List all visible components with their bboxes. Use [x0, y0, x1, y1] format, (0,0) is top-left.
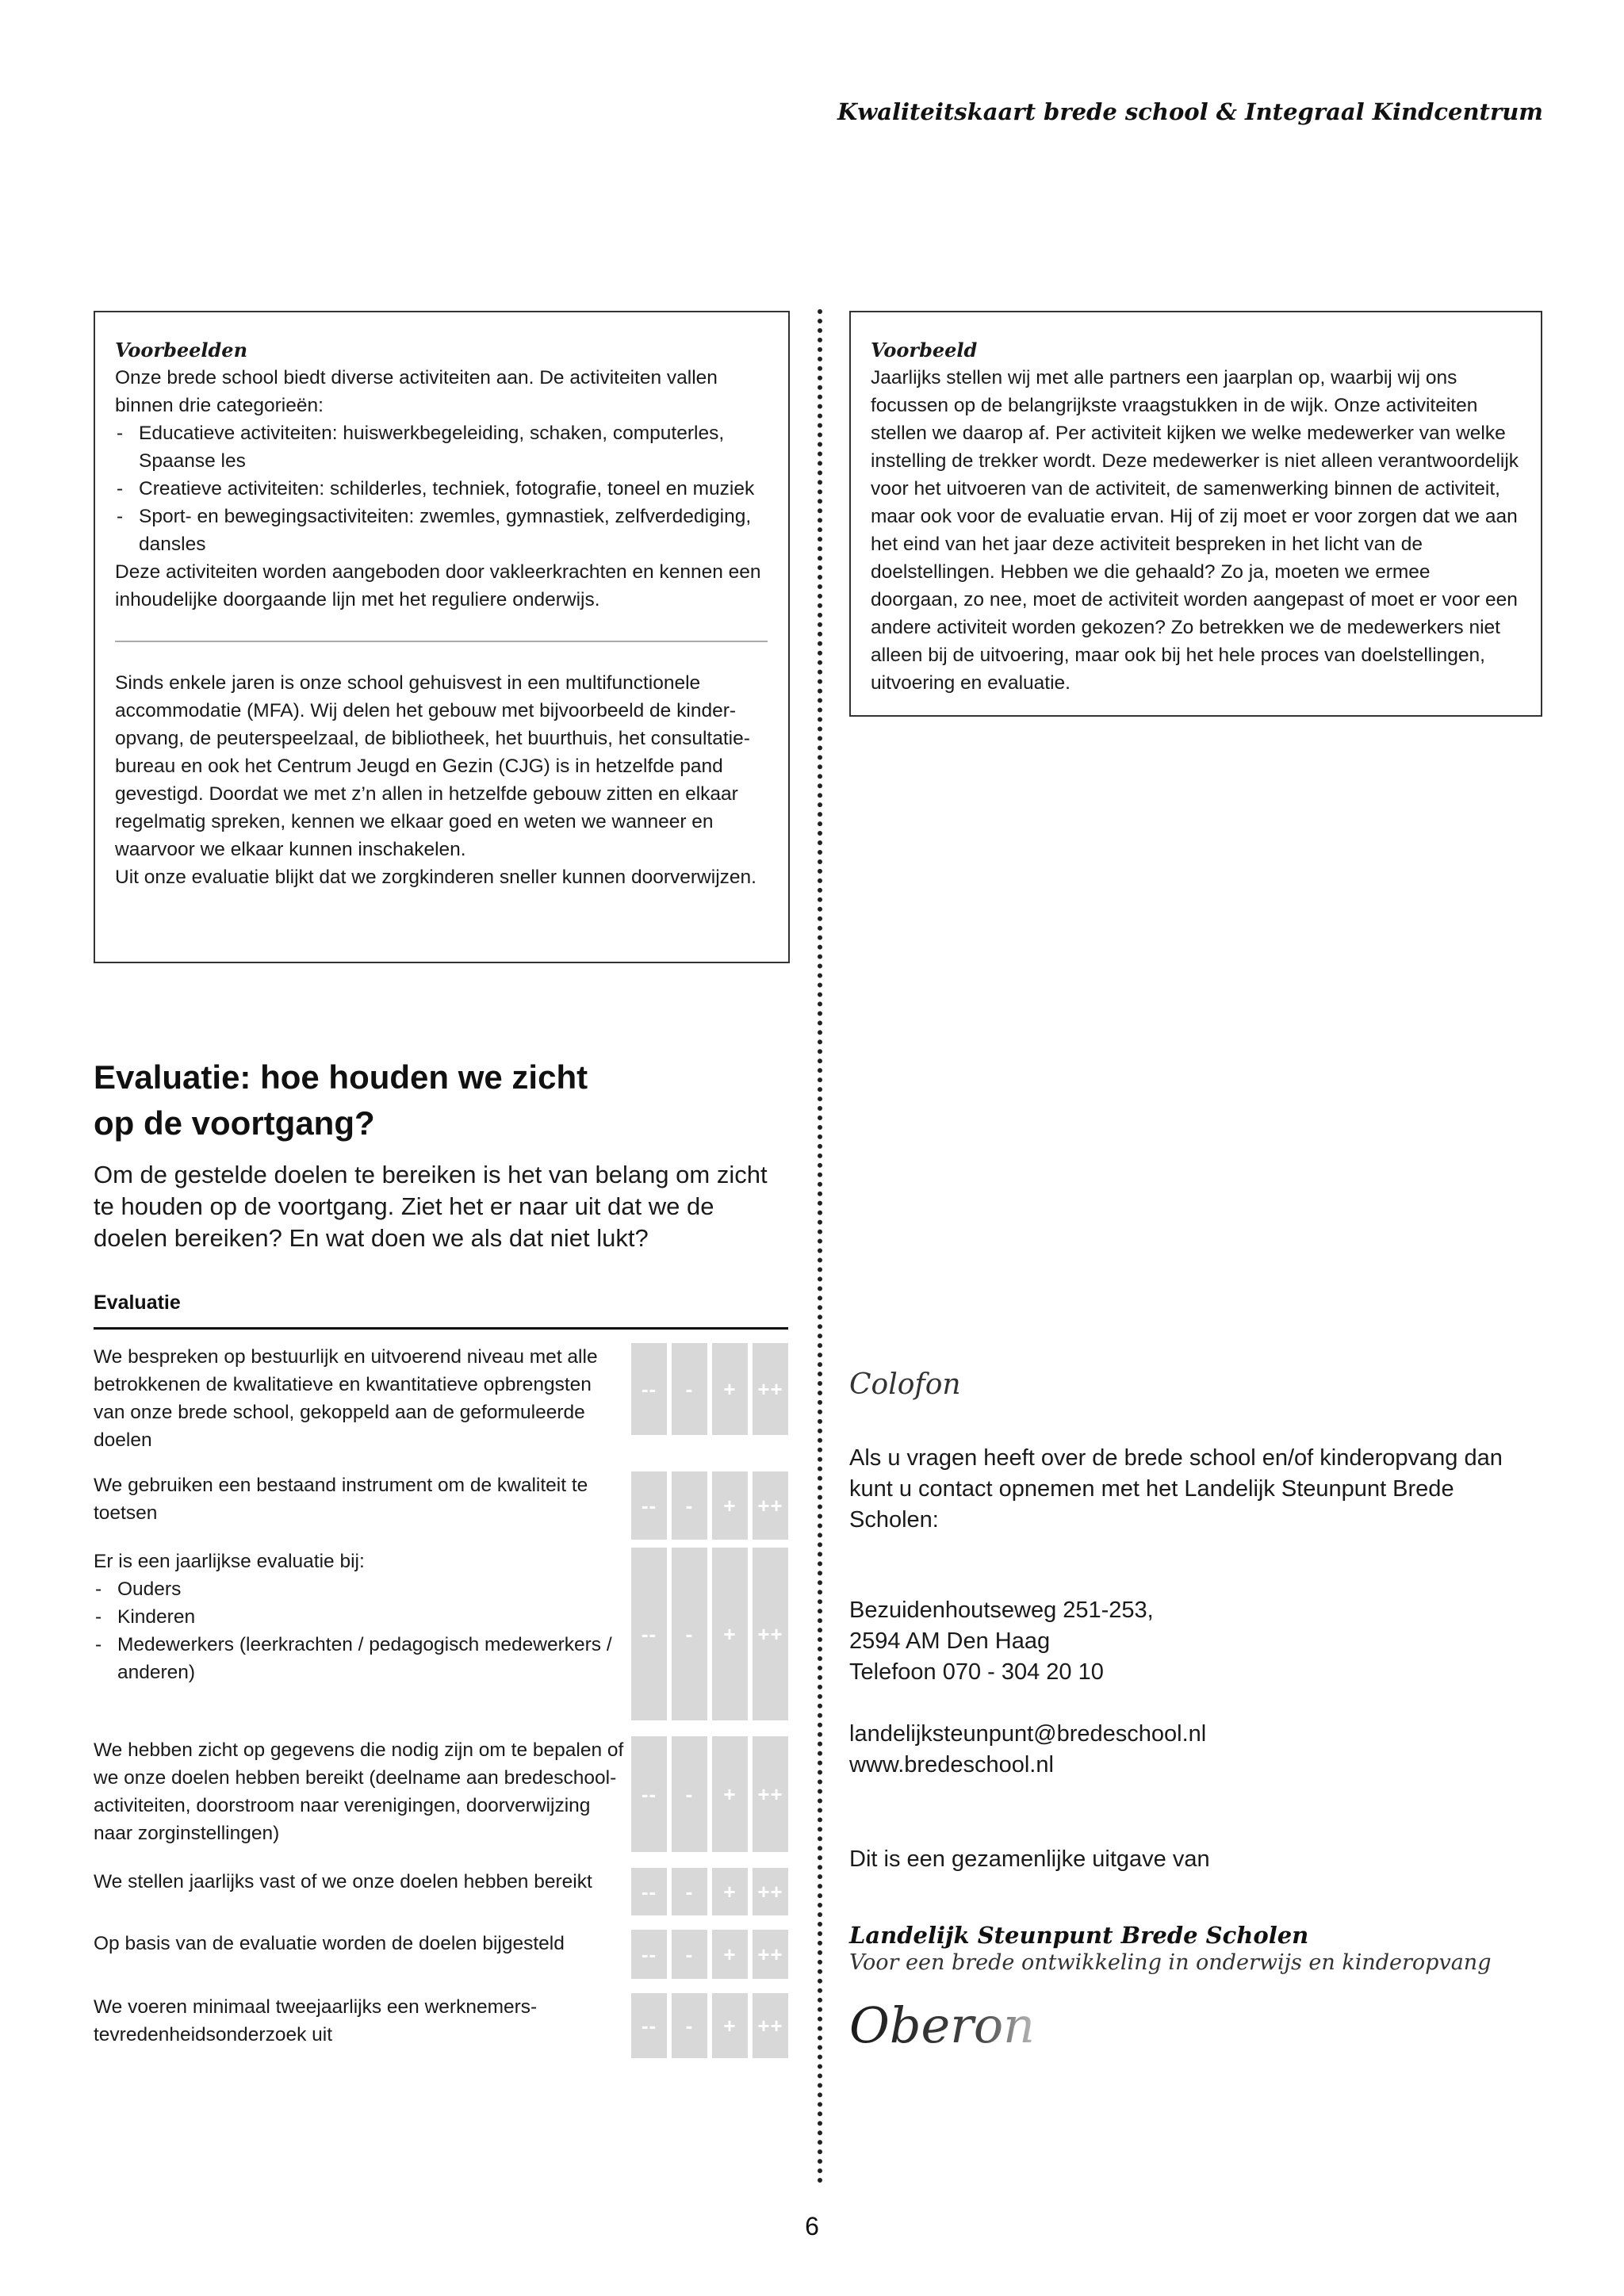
rating-scale	[631, 1868, 788, 1915]
address-line: Bezuidenhoutseweg 251-253,	[849, 1598, 1154, 1623]
rating-scale	[631, 1993, 788, 2058]
mfa-paragraph: Sinds enkele jaren is onze school gehuisvest in een multifunctionele accommodatie (MFA). Wij delen het gebouw met bijvoorbeeld de kinderopvang, de peuterspeelzaal, de bibliotheek, het buurthuis, het consultatiebureau en ook het Centrum Jeugd en Gezin (CJG) is in hetzelfde pand gevestigd. Doordat we met z’n allen in hetzelfde gebouw zitten en elkaar regelmatig spreken, kennen we elkaar goed en weten we wanneer en waarvoor we elkaar kunnen inschakelen.	[115, 672, 750, 860]
rating-scale	[631, 1930, 788, 1979]
rating-very-positive[interactable]: ++	[753, 1471, 788, 1540]
email-link[interactable]: landelijksteunpunt@bredeschool.nl	[849, 1721, 1207, 1747]
list-item: - Ouders	[94, 1575, 625, 1603]
evaluation-row-text: We stellen jaarlijks vast of we onze doelen hebben bereikt	[94, 1871, 592, 1892]
joint-publication-note: Dit is een gezamenlijke uitgave van	[849, 1846, 1210, 1872]
oberon-logo-mark	[848, 1999, 1078, 2055]
examples-closing: Deze activiteiten worden aangeboden door vakleerkrachten en kennen een inhoudelijke doorgaande lijn met het reguliere onderwijs.	[115, 561, 761, 610]
list-item: - Kinderen	[94, 1603, 625, 1631]
publisher-tagline: Voor een brede ontwikkeling in onderwijs en kinderopvang	[849, 1950, 1492, 1975]
rating-negative[interactable]: -	[672, 1930, 707, 1979]
colofon-online	[849, 1719, 1547, 1781]
rating-positive[interactable]: +	[712, 1471, 748, 1540]
list-item: - Educatieve activiteiten: huiswerkbegeleiding, schaken, computerles, Spaanse les	[115, 419, 768, 475]
colofon-contact: Als u vragen heeft over de brede school en/of kinderopvang dan kunt u contact opnemen met het Landelijk Steunpunt Brede Scholen:	[849, 1445, 1503, 1533]
website-link[interactable]: www.bredeschool.nl	[849, 1752, 1054, 1777]
evaluation-row-lead: Er is een jaarlijkse evaluatie bij:	[94, 1551, 365, 1572]
examples-intro: Onze brede school biedt diverse activiteiten aan. De activiteiten vallen binnen drie categorieën:	[115, 367, 718, 416]
example-box	[849, 311, 1542, 717]
rating-scale	[631, 1736, 788, 1852]
phone-number: Telefoon 070 - 304 20 10	[849, 1659, 1104, 1685]
rating-scale	[631, 1548, 788, 1720]
example-body: Jaarlijks stellen wij met alle partners een jaarplan op, waarbij wij ons focussen op de belangrijkste vraagstukken in de wijk. Onze activiteiten stellen we daarop af. Per activiteit kijken we welke medewerker van welke instelling de trekker wordt. Deze medewerker is niet alleen verantwoordelijk voor het uitvoeren van de activiteit, de samenwerking binnen de activiteit, maar ook voor de evaluatie ervan. Hij of zij moet er voor zorgen dat we aan het eind van het jaar deze activiteit bespreken in het licht van de doelstellingen. Hebben we die gehaald? Zo ja, moeten we ermee doorgaan, zo nee, moet de activiteit worden aangepast of moet er voor een andere activiteit worden gekozen? Zo betrekken we de medewerkers niet alleen bij de uitvoering, maar ook bij het hele proces van doelstellingen, uitvoering en evaluatie.	[871, 367, 1519, 694]
running-header: Kwaliteitskaart brede school & Integraal Kindcentrum	[837, 98, 1543, 125]
rating-very-positive[interactable]: ++	[753, 1930, 788, 1979]
rating-scale	[631, 1343, 788, 1435]
rating-scale	[631, 1471, 788, 1540]
evaluation-row-text: We gebruiken een bestaand instrument om de kwaliteit te toetsen	[94, 1475, 588, 1524]
rating-very-negative[interactable]: --	[631, 1343, 667, 1435]
colofon-title: Colofon	[849, 1368, 961, 1401]
page-number: 6	[805, 2212, 819, 2241]
logo-wordmark: Oberon	[849, 1999, 1036, 2054]
rating-very-positive[interactable]: ++	[753, 1993, 788, 2058]
list-item: - Creatieve activiteiten: schilderles, techniek, fotografie, toneel en muziek	[115, 475, 768, 503]
rating-positive[interactable]: +	[712, 1930, 748, 1979]
section-heading-line: op de voortgang?	[94, 1104, 375, 1142]
evaluation-row-text: We hebben zicht op gegevens die nodig zijn om te bepalen of we onze doelen hebben bereikt (deelname aan bredeschoolactiviteiten, doorstroom naar verenigingen, doorverwijzing naar zorginstellingen)	[94, 1739, 624, 1844]
address-line: 2594 AM Den Haag	[849, 1628, 1051, 1654]
examples-box-title: Voorbeelden	[115, 339, 248, 362]
evaluation-rule	[94, 1327, 788, 1330]
list-item: - Medewerkers (leerkrachten / pedagogisch medewerkers / anderen)	[94, 1631, 625, 1686]
evaluation-row-text: We bespreken op bestuurlijk en uitvoerend niveau met alle betrokkenen de kwalitatieve en kwantitatieve opbrengsten van onze brede school, gekoppeld aan de geformuleerde doelen	[94, 1346, 598, 1451]
box-divider	[115, 641, 768, 642]
evaluation-audience-list	[94, 1575, 625, 1686]
evaluation-row	[94, 1548, 788, 1720]
evaluation-row	[94, 1993, 788, 2058]
rating-very-negative[interactable]: --	[631, 1471, 667, 1540]
section-intro: Om de gestelde doelen te bereiken is het van belang om zicht te houden op de voortgang. Ziet het er naar uit dat we de doelen bereiken? En wat doen we als dat niet lukt?	[94, 1161, 768, 1252]
rating-positive[interactable]: +	[712, 1548, 748, 1720]
rating-negative[interactable]: -	[672, 1868, 707, 1915]
evaluation-label: Evaluatie	[94, 1292, 181, 1314]
rating-negative[interactable]: -	[672, 1993, 707, 2058]
rating-positive[interactable]: +	[712, 1343, 748, 1435]
activity-categories-list	[115, 419, 768, 558]
rating-negative[interactable]: -	[672, 1736, 707, 1852]
colofon-address	[849, 1595, 1547, 1688]
evaluation-row-text	[94, 1548, 625, 1686]
evaluation-row-text: Op basis van de evaluatie worden de doelen bijgesteld	[94, 1933, 565, 1954]
evaluation-row	[94, 1930, 788, 1979]
examples-box	[94, 311, 790, 963]
evaluation-row	[94, 1343, 788, 1451]
rating-very-negative[interactable]: --	[631, 1993, 667, 2058]
referral-paragraph: Uit onze evaluatie blijkt dat we zorgkinderen sneller kunnen doorverwijzen.	[115, 867, 756, 888]
example-box-title: Voorbeeld	[871, 339, 978, 362]
list-item: - Sport- en bewegingsactiviteiten: zwemles, gymnastiek, zelfverdediging, dansles	[115, 503, 768, 558]
rating-negative[interactable]: -	[672, 1548, 707, 1720]
rating-very-negative[interactable]: --	[631, 1736, 667, 1852]
rating-very-negative[interactable]: --	[631, 1548, 667, 1720]
rating-very-positive[interactable]: ++	[753, 1736, 788, 1852]
publisher-name: Landelijk Steunpunt Brede Scholen	[849, 1922, 1309, 1949]
rating-very-positive[interactable]: ++	[753, 1343, 788, 1435]
rating-very-negative[interactable]: --	[631, 1868, 667, 1915]
evaluation-row	[94, 1868, 788, 1915]
section-heading-line: Evaluatie: hoe houden we zicht	[94, 1058, 588, 1096]
column-divider	[818, 309, 822, 2184]
evaluation-row-text: We voeren minimaal tweejaarlijks een werknemerstevredenheidsonderzoek uit	[94, 1996, 538, 2045]
rating-positive[interactable]: +	[712, 1868, 748, 1915]
rating-very-positive[interactable]: ++	[753, 1868, 788, 1915]
rating-negative[interactable]: -	[672, 1343, 707, 1435]
rating-negative[interactable]: -	[672, 1471, 707, 1540]
rating-very-negative[interactable]: --	[631, 1930, 667, 1979]
rating-positive[interactable]: +	[712, 1993, 748, 2058]
rating-very-positive[interactable]: ++	[753, 1548, 788, 1720]
section-heading	[94, 1054, 776, 1146]
rating-positive[interactable]: +	[712, 1736, 748, 1852]
oberon-logo	[848, 1999, 1078, 2059]
evaluation-row	[94, 1471, 788, 1540]
evaluation-row	[94, 1736, 788, 1852]
